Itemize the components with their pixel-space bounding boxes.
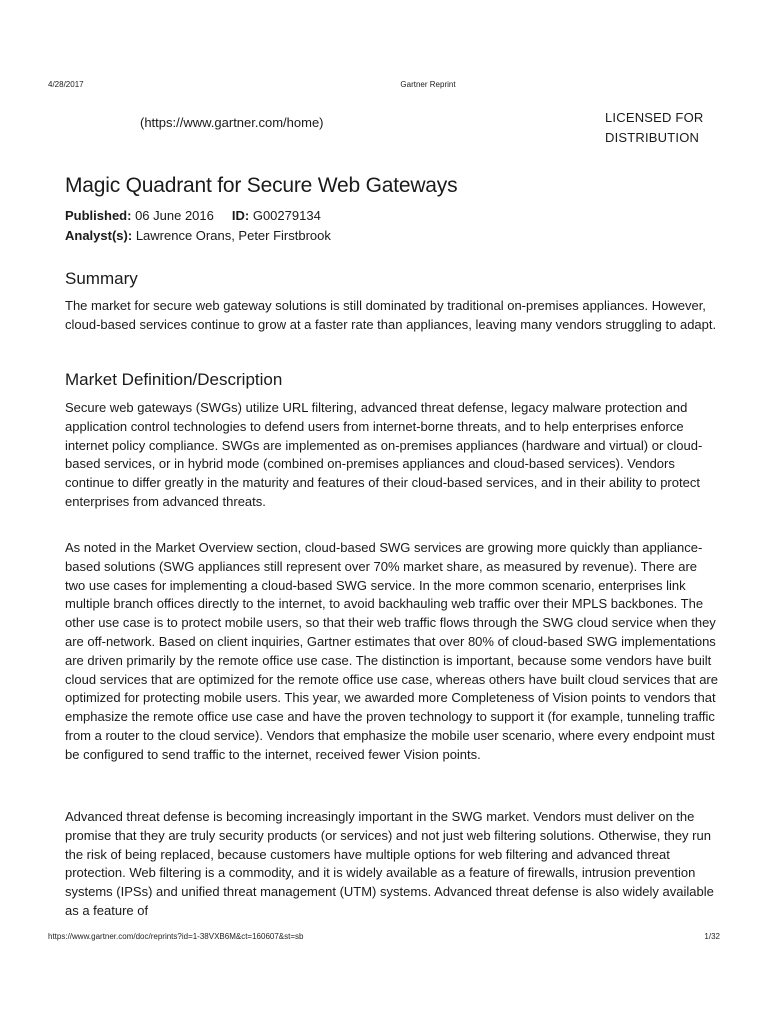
published-label: Published: xyxy=(65,208,132,223)
analysts-meta xyxy=(65,227,331,245)
print-footer xyxy=(48,932,720,944)
print-date: 4/28/2017 xyxy=(48,80,84,89)
document-id: G00279134 xyxy=(252,208,321,223)
license-line-1: LICENSED FOR xyxy=(605,110,704,125)
print-title: Gartner Reprint xyxy=(400,80,456,89)
market-paragraph-3: Advanced threat defense is becoming increasingly important in the SWG market. Vendors must deliver on the promise that they are truly security products (or services) and not just web filtering solutions. Otherwise, they run the risk of being replaced, because customers have multiple options for web filtering and advanced threat protection. Web filtering is a commodity, and it is widely available as a feature of firewalls, intrusion prevention systems (IPSs) and unified threat management (UTM) systems. Advanced threat defense is also widely available as a feature of xyxy=(65,809,714,918)
license-badge xyxy=(605,108,715,148)
market-paragraph-1: Secure web gateways (SWGs) utilize URL filtering, advanced threat defense, legacy malware protection and application control technologies to defend users from internet-borne threats, and to help enterprises enforce internet policy compliance. SWGs are implemented as on-premises appliances (hardware and virtual) or cloud-based services, or in hybrid mode (combined on-premises appliances and cloud-based services). Vendors continue to differ greatly in the maturity and features of their cloud-based services, and in their ability to protect enterprises from advanced threats. xyxy=(65,400,703,509)
published-date: 06 June 2016 xyxy=(135,208,214,223)
analysts-names: Lawrence Orans, Peter Firstbrook xyxy=(135,228,331,243)
summary-paragraph: The market for secure web gateway solutions is still dominated by traditional on-premises appliances. However, cloud-based services continue to grow at a faster rate than appliances, leaving many vendors struggling to adapt. xyxy=(65,298,717,332)
footer-url: https://www.gartner.com/doc/reprints?id=1-38VXB6M&ct=160607&st=sb xyxy=(48,932,304,941)
publication-meta xyxy=(65,207,321,225)
summary-heading: Summary xyxy=(65,269,138,288)
print-header xyxy=(48,80,720,92)
page-number: 1/32 xyxy=(704,932,720,941)
gartner-home-link[interactable]: (https://www.gartner.com/home) xyxy=(140,115,324,130)
market-paragraph-2: As noted in the Market Overview section, cloud-based SWG services are growing more quickly than appliance-based solutions (SWG appliances still represent over 70% market share, as measured by revenue). There are two use cases for implementing a cloud-based SWG service. In the more common scenario, enterprises link multiple branch offices directly to the internet, to avoid backhauling web traffic over their MPLS backbones. The other use case is to protect mobile users, so that their web traffic flows through the SWG cloud service when they are off-network. Based on client inquiries, Gartner estimates that over 80% of cloud-based SWG implementations are driven primarily by the remote office use case. The distinction is important, because some vendors have built cloud services that are optimized for the remote office use case, whereas others have built cloud services that are optimized for protecting mobile users. This year, we awarded more Completeness of Vision points to vendors that emphasize the remote office use case and have the proven technology to support it (for example, tunneling traffic from a router to the cloud service). Vendors that emphasize the mobile user scenario, where every endpoint must be configured to send traffic to the internet, received fewer Vision points. xyxy=(65,540,718,762)
analysts-label: Analyst(s): xyxy=(65,228,133,243)
id-label: ID: xyxy=(231,208,250,223)
document-title: Magic Quadrant for Secure Web Gateways xyxy=(65,174,458,197)
market-definition-heading: Market Definition/Description xyxy=(65,370,283,389)
license-line-2: DISTRIBUTION xyxy=(605,130,700,145)
